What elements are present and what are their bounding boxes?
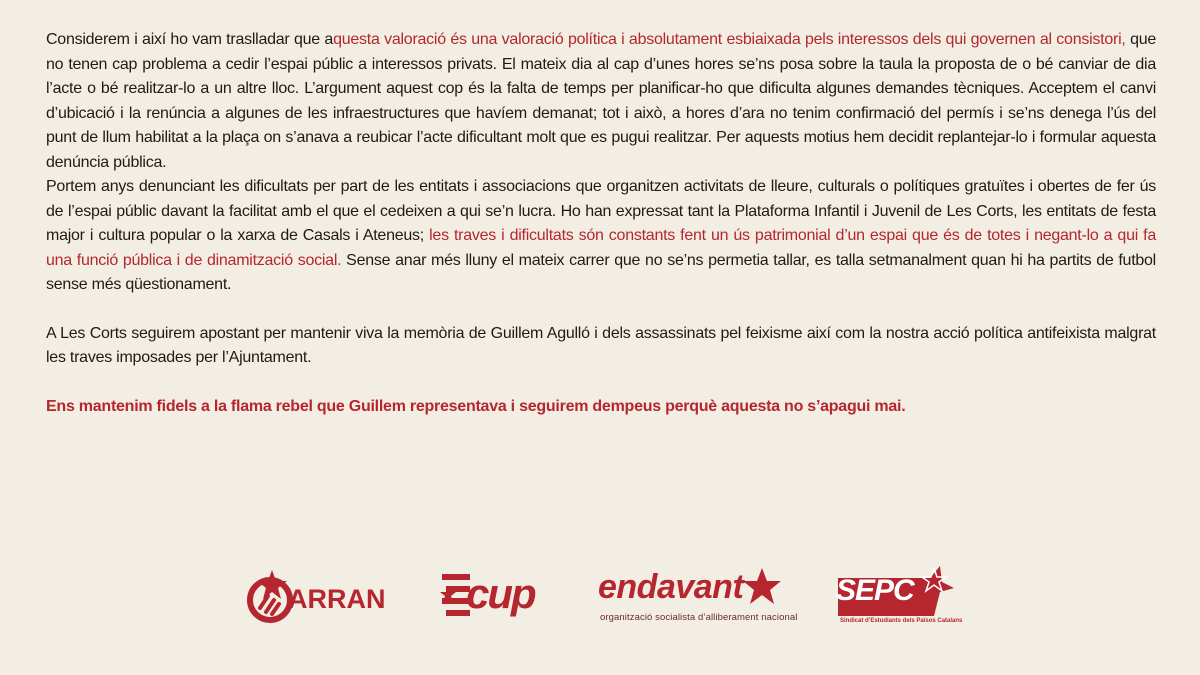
paragraph-2-body: Sense anar més lluny el mateix carrer que no se’ns permetia tallar, es talla setmanalment quan hi ha partits de futbol sense més qüestionament. (46, 251, 1156, 293)
cup-logo (438, 568, 558, 628)
statement-text (46, 28, 1156, 419)
spacer (46, 371, 1156, 395)
paragraph-2-intro: Portem anys denunciant les dificultats per part de les entitats i associacions que organitzen activitats de lleure, culturals o polítiques gratuïtes i obertes de fer ús de l’espai públic davant la facilitat amb el que el cedeixen a qui se’n lucra. Ho han expressat tant la Plataforma Infantil i Juvenil de Les Corts, les entitats de festa major i cultura popular o la xarxa de Casals i Ateneus; (46, 178, 1156, 244)
logo-row (0, 560, 1200, 640)
paragraph-2-highlight: les traves i dificultats són constants fent un ús patrimonial d’un espai que és de totes i negant-lo a qui fa una funció pública i de dinamització social. (46, 227, 1157, 269)
paragraph-1 (46, 28, 1156, 175)
paragraph-1-body: que no tenen cap problema a cedir l’espai públic a interessos privats. El mateix dia al cap d’unes hores se’ns posa sobre la taula la proposta de o bé canviar de dia l’acte o bé realitzar-lo a un altre lloc. L’argument aquest cop és la falta de temps per planificar-ho que dificulta algunes demandes tècniques. Acceptem el canvi d’ubicació i la renúncia a algunes de les infraestructures que havíem demanat; tot i això, a hores d’ara no tenim confirmació del permís i se’ns denega l’ús del punt de llum habilitat a la plaça on s’anava a reubicar l’acte dificultant molt que es pugui realitzar. Per aquests motius hem decidit replantejar-lo i formular aquesta denúncia pública. (46, 31, 1157, 171)
star-icon (742, 566, 782, 606)
paragraph-3: A Les Corts seguirem apostant per mantenir viva la memòria de Guillem Agulló i dels assassinats pel feixisme així com la nostra acció política antifeixista malgrat les traves imposades per l’Ajuntament. (46, 324, 1156, 366)
endavant-logo (598, 568, 798, 630)
cup-logo-text: cup (466, 570, 535, 617)
spacer (46, 298, 1156, 322)
endavant-logo-text: endavant (598, 568, 744, 606)
closing-statement: Ens mantenim fidels a la flama rebel que Guillem representava i seguirem dempeus perquè aquesta no s’apagui mai. (46, 397, 906, 415)
paragraph-2 (46, 175, 1156, 298)
sepc-subtitle: Sindicat d’Estudiants dels Països Catalans (840, 618, 963, 624)
arran-logo (246, 560, 396, 630)
sepc-logo-text: SEPC (836, 574, 914, 607)
paragraph-1-highlight: questa valoració és una valoració política i absolutament esbiaixada pels interessos dels qui governen al consistori, (333, 31, 1126, 48)
arran-logo-text: ARRAN (288, 584, 386, 614)
paragraph-1-intro: Considerem i així ho vam traslladar que a (46, 31, 334, 48)
sepc-logo (836, 562, 963, 632)
endavant-subtitle: organització socialista d’alliberament nacional (600, 612, 798, 623)
